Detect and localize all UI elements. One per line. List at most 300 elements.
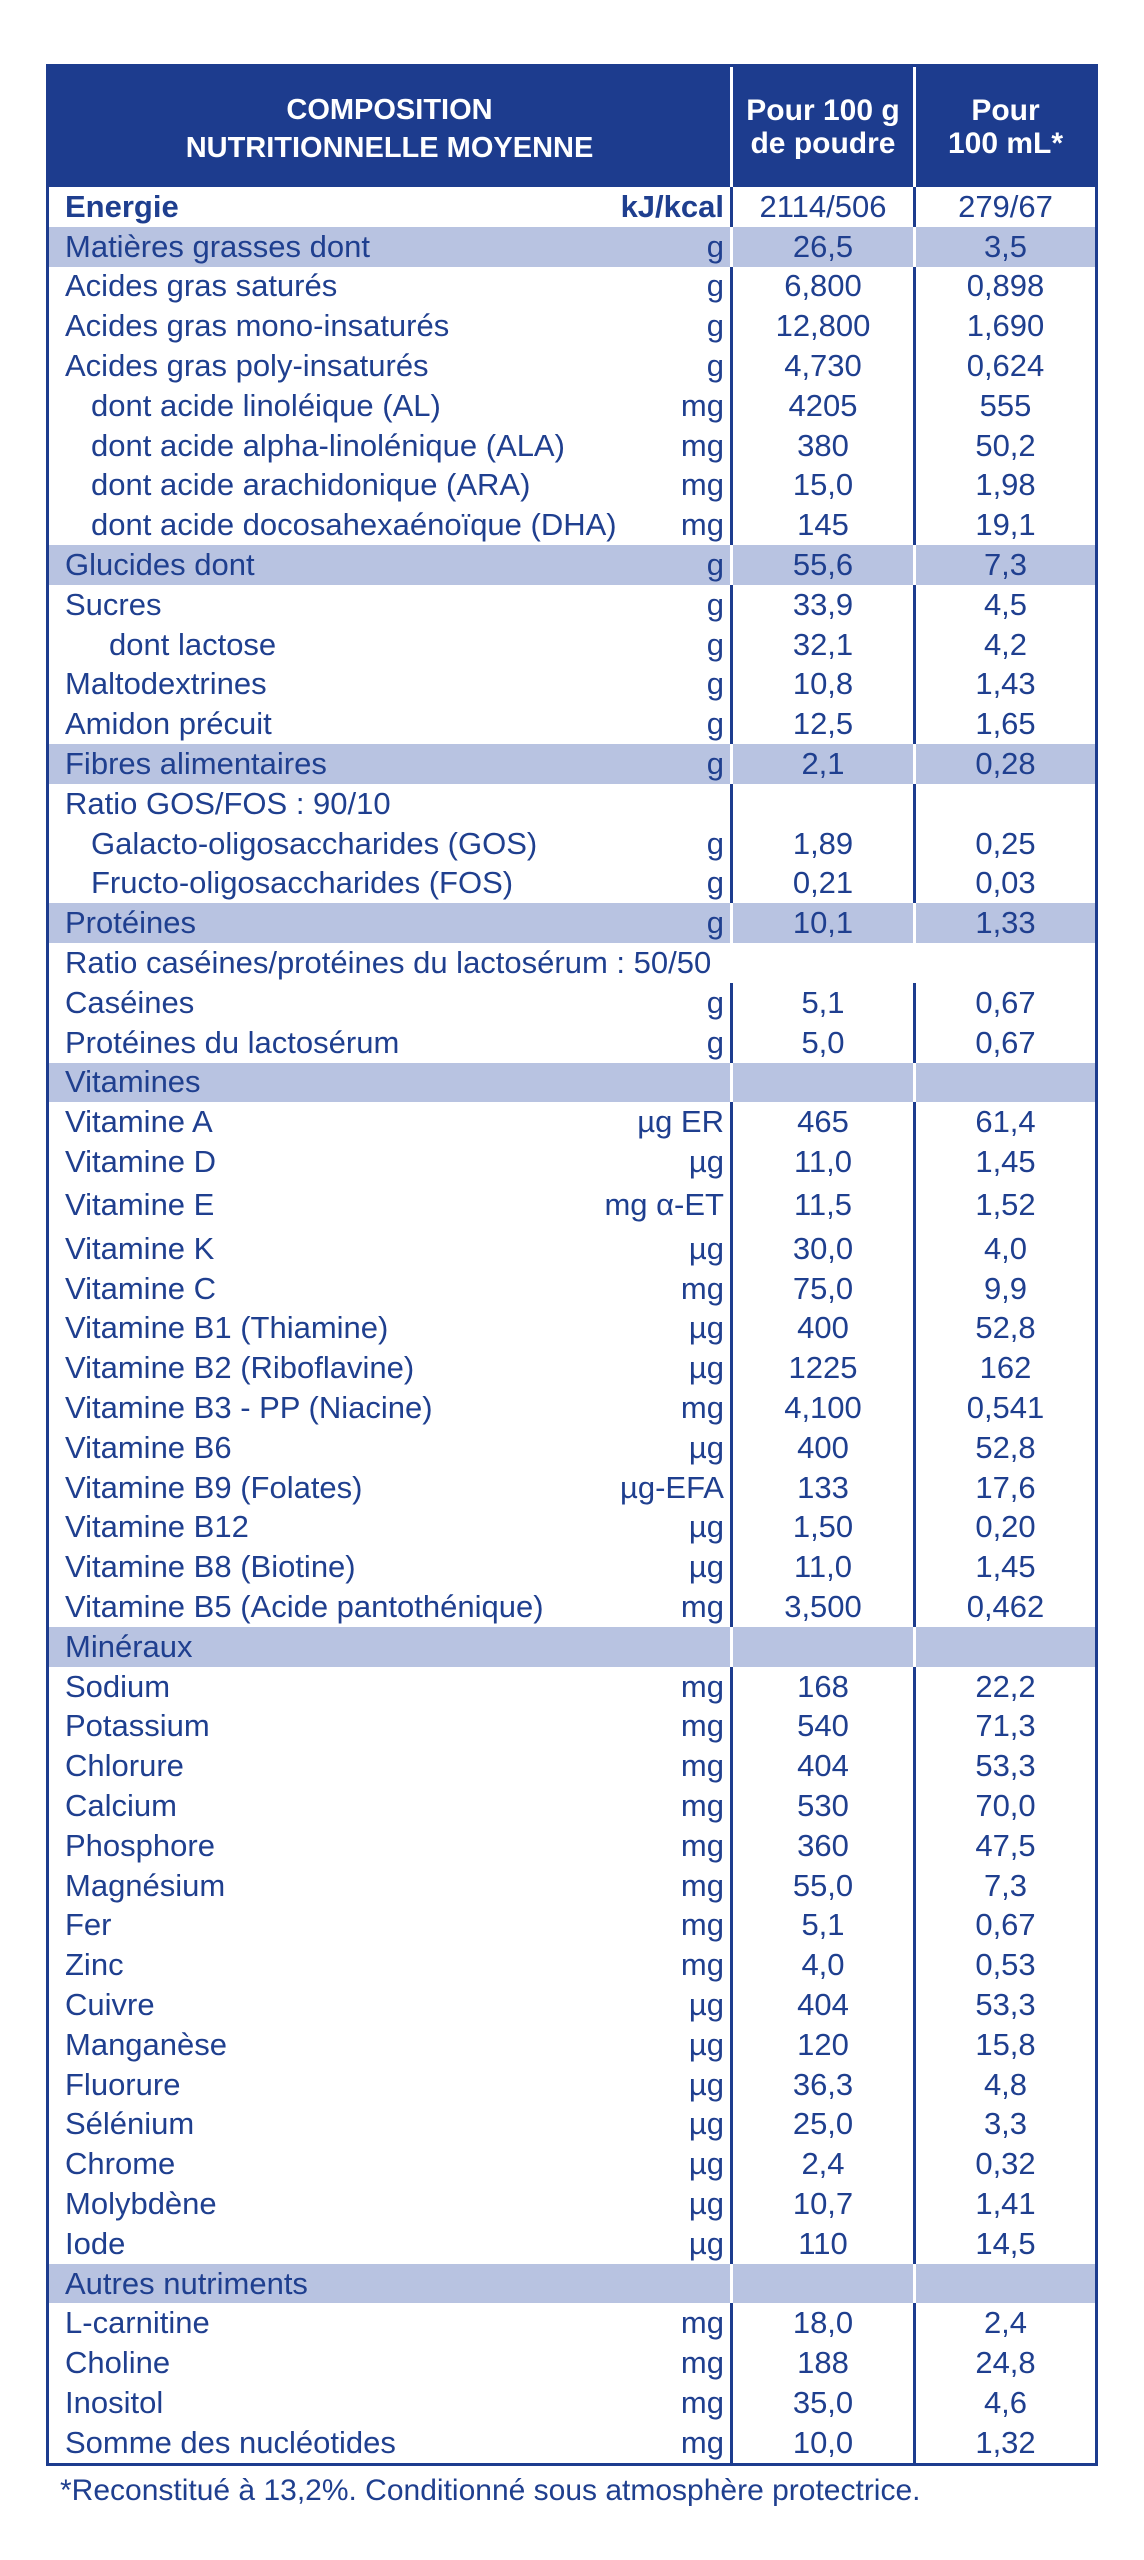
- nutrient-name: Energie: [65, 188, 179, 224]
- nutrient-unit: g: [706, 666, 724, 702]
- nutrient-name: Protéines du lactosérum: [65, 1024, 400, 1060]
- nutrient-unit: mg: [680, 2384, 724, 2420]
- nutrient-name: Galacto-oligosaccharides (GOS): [91, 825, 538, 861]
- nutrient-unit: µg-EFA: [619, 1469, 724, 1505]
- nutrient-cell: [49, 1063, 730, 1103]
- nutrient-unit: mg: [680, 1787, 724, 1823]
- value-per-100ml: 555: [913, 386, 1095, 426]
- nutrient-cell: [49, 1023, 730, 1063]
- value-per-100g: 4,100: [730, 1388, 913, 1428]
- value-per-100ml: 24,8: [913, 2343, 1095, 2383]
- table-row: [49, 1102, 1095, 1142]
- value-per-100g: 5,1: [730, 983, 913, 1023]
- nutrient-name: Vitamine A: [65, 1104, 213, 1140]
- value-per-100ml: 0,25: [913, 824, 1095, 864]
- table-row: [49, 625, 1095, 665]
- table-row: [49, 187, 1095, 227]
- table-row: [49, 1826, 1095, 1866]
- nutrient-unit: g: [706, 865, 724, 901]
- table-row: [49, 2343, 1095, 2383]
- value-per-100g: 400: [730, 1428, 913, 1468]
- nutrient-name: Minéraux: [65, 1628, 193, 1664]
- nutrient-cell: [49, 1905, 730, 1945]
- table-row: [49, 2065, 1095, 2105]
- nutrient-unit: g: [706, 706, 724, 742]
- nutrient-cell: [49, 426, 730, 466]
- value-per-100g: 25,0: [730, 2104, 913, 2144]
- nutrient-name: Vitamine E: [65, 1187, 215, 1223]
- table-row: [49, 585, 1095, 625]
- nutrient-cell: [49, 187, 730, 227]
- value-per-100ml: 4,6: [913, 2383, 1095, 2423]
- nutrient-cell: [49, 903, 730, 943]
- value-per-100ml: 0,03: [913, 864, 1095, 904]
- nutrient-unit: mg α-ET: [604, 1187, 724, 1223]
- nutrient-unit: g: [706, 984, 724, 1020]
- value-per-100g: 15,0: [730, 466, 913, 506]
- table-row: [49, 346, 1095, 386]
- nutrient-name: Vitamine K: [65, 1230, 215, 1266]
- value-per-100ml: 279/67: [913, 187, 1095, 227]
- nutrient-cell: [49, 824, 730, 864]
- value-per-100ml: 7,3: [913, 1866, 1095, 1906]
- value-per-100g: 10,7: [730, 2184, 913, 2224]
- value-per-100ml: 162: [913, 1348, 1095, 1388]
- nutrient-name: Vitamine B9 (Folates): [65, 1469, 363, 1505]
- table-row: [49, 2184, 1095, 2224]
- value-per-100g: 530: [730, 1786, 913, 1826]
- nutrient-name: L-carnitine: [65, 2305, 210, 2341]
- value-per-100ml: 1,45: [913, 1142, 1095, 1182]
- nutrient-cell: [49, 2383, 730, 2423]
- table-row: [49, 2383, 1095, 2423]
- nutrient-unit: µg: [688, 1310, 724, 1346]
- nutrient-unit: kJ/kcal: [620, 188, 724, 224]
- table-row: [49, 505, 1095, 545]
- nutrient-cell: [49, 2104, 730, 2144]
- value-per-100g: 55,0: [730, 1866, 913, 1906]
- nutrient-cell: [49, 1348, 730, 1388]
- value-per-100ml: 4,5: [913, 585, 1095, 625]
- nutrient-name: Ratio GOS/FOS : 90/10: [65, 785, 391, 821]
- nutrient-unit: µg: [688, 1350, 724, 1386]
- nutrient-unit: µg: [688, 1986, 724, 2022]
- nutrient-unit: mg: [680, 2345, 724, 2381]
- table-row: [49, 943, 1095, 983]
- nutrient-unit: mg: [680, 1588, 724, 1624]
- table-row: [49, 2423, 1095, 2463]
- nutrient-cell: [49, 1786, 730, 1826]
- nutrient-unit: µg: [688, 2225, 724, 2261]
- nutrient-cell: [49, 1508, 730, 1548]
- nutrient-unit: mg: [680, 387, 724, 423]
- nutrient-unit: g: [706, 626, 724, 662]
- nutrient-name: Somme des nucléotides: [65, 2424, 396, 2460]
- nutrient-cell: [49, 2144, 730, 2184]
- nutrient-name: Zinc: [65, 1947, 124, 1983]
- nutrient-unit: µg: [688, 1230, 724, 1266]
- value-per-100ml: 3,5: [913, 227, 1095, 267]
- nutrient-cell: [49, 227, 730, 267]
- table-row: [49, 426, 1095, 466]
- value-per-100ml: 14,5: [913, 2224, 1095, 2264]
- value-per-100g: [730, 2264, 913, 2304]
- nutrient-name: Protéines: [65, 905, 196, 941]
- header-per-100g-line1: Pour 100 g: [746, 94, 900, 127]
- nutrient-unit: mg: [680, 507, 724, 543]
- value-per-100g: [730, 1063, 913, 1103]
- nutrient-name: Vitamine B12: [65, 1509, 249, 1545]
- value-per-100ml: 1,65: [913, 704, 1095, 744]
- value-per-100g: 4,0: [730, 1945, 913, 1985]
- value-per-100g: 1,50: [730, 1508, 913, 1548]
- nutrient-unit: g: [706, 905, 724, 941]
- value-per-100g: 11,0: [730, 1142, 913, 1182]
- nutrient-unit: mg: [680, 1708, 724, 1744]
- table-row: [49, 1468, 1095, 1508]
- table-row: [49, 983, 1095, 1023]
- nutrient-name: Magnésium: [65, 1867, 226, 1903]
- nutrient-unit: mg: [680, 2424, 724, 2460]
- nutrient-unit: µg: [688, 1509, 724, 1545]
- value-per-100ml: 1,43: [913, 665, 1095, 705]
- nutrient-unit: g: [706, 586, 724, 622]
- value-per-100ml: 0,462: [913, 1587, 1095, 1627]
- table-row: [49, 744, 1095, 784]
- nutrition-table: [46, 64, 1098, 2466]
- value-per-100ml: 61,4: [913, 1102, 1095, 1142]
- value-per-100ml: 52,8: [913, 1428, 1095, 1468]
- nutrient-cell: [49, 1182, 730, 1229]
- table-row: [49, 665, 1095, 705]
- nutrient-name: Sodium: [65, 1668, 171, 1704]
- footnote: *Reconstitué à 13,2%. Conditionné sous atmosphère protectrice.: [60, 2474, 921, 2507]
- value-per-100ml: 1,41: [913, 2184, 1095, 2224]
- nutrient-unit: µg: [688, 2066, 724, 2102]
- table-row: [49, 2025, 1095, 2065]
- nutrient-name: Caséines: [65, 984, 195, 1020]
- table-row: [49, 267, 1095, 307]
- table-row: [49, 903, 1095, 943]
- value-per-100g: 10,8: [730, 665, 913, 705]
- value-per-100g: 110: [730, 2224, 913, 2264]
- value-per-100g: 11,5: [730, 1182, 913, 1229]
- value-per-100g: 465: [730, 1102, 913, 1142]
- nutrient-cell: [49, 983, 730, 1023]
- nutrient-name: Vitamines: [65, 1064, 201, 1100]
- value-per-100g: 35,0: [730, 2383, 913, 2423]
- value-per-100g: 1225: [730, 1348, 913, 1388]
- value-per-100g: 11,0: [730, 1547, 913, 1587]
- value-per-100ml: 1,32: [913, 2423, 1095, 2463]
- nutrient-cell: [49, 505, 730, 545]
- nutrient-unit: g: [706, 1024, 724, 1060]
- nutrient-name: Inositol: [65, 2384, 164, 2420]
- nutrient-unit: g: [706, 825, 724, 861]
- value-per-100ml: [913, 784, 1095, 824]
- value-per-100ml: 22,2: [913, 1667, 1095, 1707]
- nutrient-name: Chrome: [65, 2146, 176, 2182]
- nutrient-unit: mg: [680, 427, 724, 463]
- nutrient-cell: [49, 1269, 730, 1309]
- table-row: [49, 1388, 1095, 1428]
- header-composition-line1: COMPOSITION: [286, 94, 493, 126]
- nutrient-name: Maltodextrines: [65, 666, 267, 702]
- nutrient-name: Ratio caséines/protéines du lactosérum : 50/50: [65, 945, 712, 981]
- nutrient-cell: [49, 1627, 730, 1667]
- nutrient-unit: g: [706, 547, 724, 583]
- value-per-100g: 33,9: [730, 585, 913, 625]
- value-per-100ml: [913, 2264, 1095, 2304]
- value-per-100ml: 3,3: [913, 2104, 1095, 2144]
- nutrient-name: dont acide linoléique (AL): [91, 387, 441, 423]
- nutrient-name: Acides gras poly-insaturés: [65, 348, 429, 384]
- nutrient-unit: µg: [688, 2026, 724, 2062]
- nutrient-cell: [49, 744, 730, 784]
- nutrient-cell: [49, 1547, 730, 1587]
- table-row: [49, 1945, 1095, 1985]
- nutrient-cell: [49, 2423, 730, 2463]
- table-row: [49, 1023, 1095, 1063]
- nutrient-unit: mg: [680, 1390, 724, 1425]
- value-per-100ml: 0,28: [913, 744, 1095, 784]
- table-row: [49, 2144, 1095, 2184]
- nutrient-name: dont acide docosahexaénoïque (DHA): [91, 507, 617, 543]
- table-row: [49, 2224, 1095, 2264]
- value-per-100g: 404: [730, 1746, 913, 1786]
- nutrient-cell: [49, 2264, 730, 2304]
- nutrient-cell: [49, 1142, 730, 1182]
- value-per-100g: 145: [730, 505, 913, 545]
- nutrient-cell: [49, 1866, 730, 1906]
- nutrient-unit: µg: [688, 1549, 724, 1585]
- value-per-100g: 10,1: [730, 903, 913, 943]
- nutrient-cell: [49, 1746, 730, 1786]
- nutrient-unit: µg: [688, 2185, 724, 2221]
- table-row: [49, 1746, 1095, 1786]
- value-per-100ml: 0,20: [913, 1508, 1095, 1548]
- table-row: [49, 704, 1095, 744]
- nutrient-name: dont lactose: [109, 626, 277, 662]
- header-composition: [49, 67, 730, 187]
- table-row: [49, 1063, 1095, 1103]
- table-row: [49, 386, 1095, 426]
- value-per-100ml: [913, 1063, 1095, 1103]
- table-row: [49, 1786, 1095, 1826]
- header-per-100g: [730, 67, 913, 187]
- nutrient-cell: [49, 1229, 730, 1269]
- value-per-100g: 12,5: [730, 704, 913, 744]
- nutrient-name: Fibres alimentaires: [65, 746, 327, 782]
- value-per-100g: 10,0: [730, 2423, 913, 2463]
- value-per-100ml: 2,4: [913, 2303, 1095, 2343]
- value-per-100g: 55,6: [730, 545, 913, 585]
- nutrient-name: Chlorure: [65, 1748, 184, 1784]
- table-row: [49, 1667, 1095, 1707]
- value-per-100g: [730, 1627, 913, 1667]
- nutrient-cell: [49, 545, 730, 585]
- nutrient-name: Amidon précuit: [65, 706, 272, 742]
- value-per-100g: 2,4: [730, 2144, 913, 2184]
- value-per-100ml: 0,898: [913, 267, 1095, 307]
- value-per-100ml: 70,0: [913, 1786, 1095, 1826]
- nutrient-cell: [49, 1428, 730, 1468]
- nutrient-cell: [49, 306, 730, 346]
- value-per-100ml: 0,67: [913, 1023, 1095, 1063]
- nutrient-cell: [49, 864, 730, 904]
- nutrient-cell: [49, 1985, 730, 2025]
- nutrient-cell: [49, 1468, 730, 1508]
- nutrient-name: Iode: [65, 2225, 126, 2261]
- table-row: [49, 1587, 1095, 1627]
- nutrient-name: Sélénium: [65, 2106, 195, 2142]
- nutrient-name: Fer: [65, 1907, 112, 1943]
- nutrient-unit: g: [706, 746, 724, 782]
- nutrient-name: Glucides dont: [65, 547, 255, 583]
- nutrient-cell: [49, 943, 1095, 983]
- nutrient-name: Phosphore: [65, 1827, 215, 1863]
- nutrient-name: Acides gras mono-insaturés: [65, 308, 450, 344]
- nutrient-unit: µg: [688, 2106, 724, 2142]
- nutrient-unit: g: [706, 228, 724, 264]
- nutrient-cell: [49, 466, 730, 506]
- nutrient-cell: [49, 2303, 730, 2343]
- value-per-100ml: 47,5: [913, 1826, 1095, 1866]
- value-per-100ml: 1,52: [913, 1182, 1095, 1229]
- nutrient-unit: mg: [680, 1668, 724, 1704]
- nutrient-name: Matières grasses dont: [65, 228, 370, 264]
- nutrient-cell: [49, 1102, 730, 1142]
- value-per-100ml: 15,8: [913, 2025, 1095, 2065]
- nutrient-cell: [49, 2184, 730, 2224]
- nutrient-cell: [49, 585, 730, 625]
- value-per-100g: 380: [730, 426, 913, 466]
- table-row: [49, 1706, 1095, 1746]
- table-row: [49, 864, 1095, 904]
- nutrient-cell: [49, 1826, 730, 1866]
- value-per-100g: 2,1: [730, 744, 913, 784]
- nutrient-unit: mg: [680, 1827, 724, 1863]
- value-per-100g: [730, 784, 913, 824]
- value-per-100g: 12,800: [730, 306, 913, 346]
- nutrient-name: dont acide arachidonique (ARA): [91, 467, 531, 503]
- nutrient-cell: [49, 1309, 730, 1349]
- value-per-100g: 404: [730, 1985, 913, 2025]
- value-per-100ml: 17,6: [913, 1468, 1095, 1508]
- nutrient-unit: µg ER: [637, 1104, 724, 1140]
- table-row: [49, 227, 1095, 267]
- value-per-100g: 168: [730, 1667, 913, 1707]
- table-row: [49, 2264, 1095, 2304]
- nutrient-cell: [49, 2025, 730, 2065]
- nutrient-cell: [49, 267, 730, 307]
- value-per-100ml: 1,33: [913, 903, 1095, 943]
- value-per-100ml: 0,624: [913, 346, 1095, 386]
- nutrient-name: Vitamine B1 (Thiamine): [65, 1310, 389, 1346]
- nutrient-cell: [49, 386, 730, 426]
- value-per-100g: 5,0: [730, 1023, 913, 1063]
- table-row: [49, 1985, 1095, 2025]
- nutrient-unit: mg: [680, 1270, 724, 1306]
- value-per-100ml: 0,541: [913, 1388, 1095, 1428]
- table-row: [49, 784, 1095, 824]
- table-row: [49, 306, 1095, 346]
- value-per-100ml: 4,0: [913, 1229, 1095, 1269]
- table-row: [49, 1508, 1095, 1548]
- value-per-100ml: 0,67: [913, 1905, 1095, 1945]
- nutrient-cell: [49, 1945, 730, 1985]
- value-per-100g: 0,21: [730, 864, 913, 904]
- table-row: [49, 824, 1095, 864]
- nutrient-name: Vitamine D: [65, 1144, 217, 1180]
- value-per-100g: 3,500: [730, 1587, 913, 1627]
- nutrient-unit: µg: [688, 1429, 724, 1465]
- header-composition-line2: NUTRITIONNELLE MOYENNE: [185, 132, 594, 164]
- table-header: [49, 67, 1095, 187]
- table-row: [49, 1182, 1095, 1229]
- value-per-100g: 75,0: [730, 1269, 913, 1309]
- table-row: [49, 466, 1095, 506]
- nutrient-name: Molybdène: [65, 2185, 217, 2221]
- value-per-100g: 26,5: [730, 227, 913, 267]
- table-body: [49, 187, 1095, 2463]
- table-row: [49, 1428, 1095, 1468]
- table-row: [49, 1627, 1095, 1667]
- nutrient-name: Calcium: [65, 1787, 177, 1823]
- value-per-100g: 133: [730, 1468, 913, 1508]
- value-per-100ml: [913, 1627, 1095, 1667]
- nutrient-name: Sucres: [65, 586, 162, 622]
- nutrient-name: Acides gras saturés: [65, 268, 338, 304]
- nutrient-name: Vitamine C: [65, 1270, 217, 1306]
- header-per-100ml: [913, 67, 1095, 187]
- nutrient-name: Manganèse: [65, 2026, 228, 2062]
- value-per-100ml: 52,8: [913, 1309, 1095, 1349]
- table-row: [49, 545, 1095, 585]
- nutrient-unit: mg: [680, 1907, 724, 1943]
- value-per-100ml: 9,9: [913, 1269, 1095, 1309]
- value-per-100ml: 1,45: [913, 1547, 1095, 1587]
- nutrient-cell: [49, 784, 730, 824]
- value-per-100ml: 53,3: [913, 1746, 1095, 1786]
- nutrient-name: Choline: [65, 2345, 171, 2381]
- header-per-100ml-line2: 100 mL*: [947, 127, 1064, 160]
- value-per-100ml: 50,2: [913, 426, 1095, 466]
- table-row: [49, 1269, 1095, 1309]
- nutrient-name: Vitamine B2 (Riboflavine): [65, 1350, 415, 1386]
- nutrient-unit: g: [706, 348, 724, 384]
- value-per-100g: 5,1: [730, 1905, 913, 1945]
- nutrient-cell: [49, 2343, 730, 2383]
- value-per-100ml: 7,3: [913, 545, 1095, 585]
- nutrient-cell: [49, 625, 730, 665]
- nutrient-unit: µg: [688, 1144, 724, 1180]
- table-row: [49, 1348, 1095, 1388]
- value-per-100ml: 19,1: [913, 505, 1095, 545]
- table-row: [49, 2303, 1095, 2343]
- nutrient-cell: [49, 346, 730, 386]
- value-per-100ml: 0,67: [913, 983, 1095, 1023]
- nutrient-unit: mg: [680, 467, 724, 503]
- value-per-100g: 540: [730, 1706, 913, 1746]
- nutrient-cell: [49, 1388, 730, 1428]
- value-per-100g: 188: [730, 2343, 913, 2383]
- value-per-100g: 1,89: [730, 824, 913, 864]
- nutrient-cell: [49, 2065, 730, 2105]
- value-per-100g: 2114/506: [730, 187, 913, 227]
- value-per-100g: 360: [730, 1826, 913, 1866]
- value-per-100ml: 4,8: [913, 2065, 1095, 2105]
